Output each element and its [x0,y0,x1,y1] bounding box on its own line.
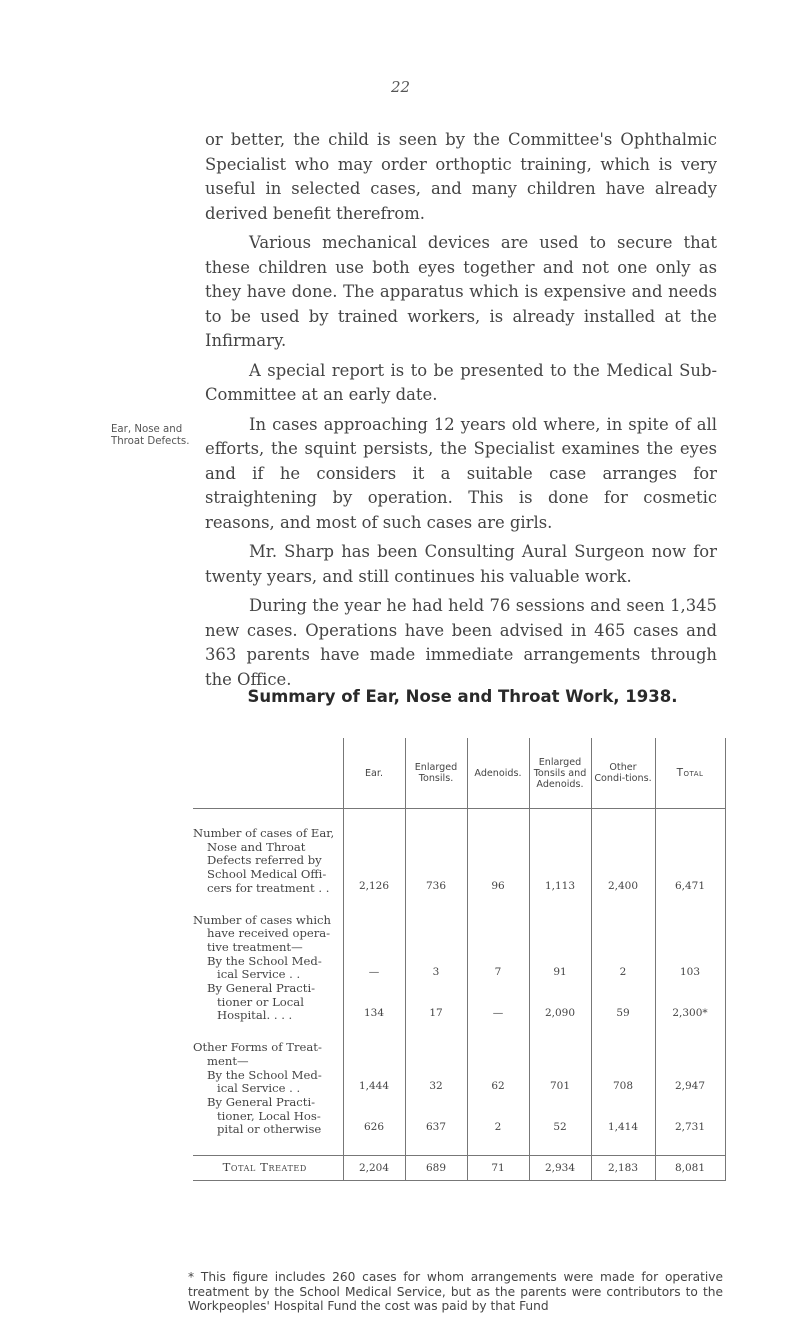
row-label: Number of cases of Ear, Nose and Throat Defects referred by School Medical Offi-cers for treatment . . [193,827,343,896]
table-cell: 2,090 [529,982,591,1023]
table-cell: — [467,982,529,1023]
table-cell: 3 [405,914,467,983]
margin-note: Ear, Nose and Throat Defects. [111,424,190,447]
total-label: Total Treated [193,1156,343,1181]
header-blank [193,738,343,809]
paragraph-6: During the year he had held 76 sessions and seen 1,345 new cases. Operations have been advised in 465 cases and 363 parents have made immediate arrangements through the Office. [205,596,717,689]
table-row [193,1041,725,1096]
table-cell: 1,444 [343,1041,405,1096]
table-cell: 2,731 [655,1096,725,1137]
header-ear: Ear. [343,738,405,809]
table-cell: 59 [591,982,655,1023]
paragraph-4: In cases approaching 12 years old where, in spite of all efforts, the squint persists, the Specialist examines the eyes and if he considers it a suitable case arranges for straightening by operation. This is done for cosmetic reasons, and most of such cases are girls. [205,414,717,532]
table-cell: 6,471 [655,827,725,896]
header-tonsils-adenoids: Enlarged Tonsils and Adenoids. [529,738,591,809]
table-cell: 2,934 [529,1156,591,1181]
table-cell: 71 [467,1156,529,1181]
paragraph-1: or better, the child is seen by the Committee's Ophthalmic Specialist who may order orthoptic training, which is very useful in selected cases, and many children have already derived benefit therefrom. [205,130,717,223]
table-cell: 736 [405,827,467,896]
table-cell: 689 [405,1156,467,1181]
table-cell: 91 [529,914,591,983]
table-cell: 1,113 [529,827,591,896]
row-label: Number of cases which have received opera-tive treatment— By the School Med-ical Service . . [193,914,343,983]
table-cell: 7 [467,914,529,983]
table-cell: 8,081 [655,1156,725,1181]
table-cell: 103 [655,914,725,983]
table-header-row [193,738,725,809]
footnote: * This figure includes 260 cases for whom arrangements were made for operative treatment by the School Medical Service, but as the parents were contributors to the Workpeoples' Hospital Fund the cost was paid by that Fund [188,1270,723,1313]
table-cell: 2,183 [591,1156,655,1181]
table-cell: 2,400 [591,827,655,896]
paragraph-2: Various mechanical devices are used to secure that these children use both eyes together and not one only as they have done. The apparatus which is expensive and needs to be used by trained workers, is already installed at the Infirmary. [205,233,717,350]
table-cell: 17 [405,982,467,1023]
table-row [193,914,725,983]
summary-title: Summary of Ear, Nose and Throat Work, 1938. [247,687,678,706]
table-cell: 1,414 [591,1096,655,1137]
table-row [193,827,725,896]
header-other-conditions: Other Condi-tions. [591,738,655,809]
paragraph-3: A special report is to be presented to the Medical Sub-Committee at an early date. [205,360,717,404]
table-cell: 134 [343,982,405,1023]
table-cell: 626 [343,1096,405,1137]
table-cell: 708 [591,1041,655,1096]
table-cell: 2 [467,1096,529,1137]
total-row [193,1156,725,1181]
header-total: Total [655,738,725,809]
row-label: By General Practi-tioner, Local Hos-pital or otherwise [193,1096,343,1137]
group-heading: Other Forms of Treat-ment— [193,1040,322,1068]
table-cell: 52 [529,1096,591,1137]
table-row [193,982,725,1023]
table-cell: 2 [591,914,655,983]
table-cell: — [343,914,405,983]
group-heading: Number of cases which have received opera-tive treatment— [193,912,331,954]
row-label: Other Forms of Treat-ment— By the School Med-ical Service . . [193,1041,343,1096]
table-cell: 62 [467,1041,529,1096]
header-adenoids: Adenoids. [467,738,529,809]
table-cell: 2,204 [343,1156,405,1181]
page-number: 22 [390,78,411,96]
table-cell: 2,300* [655,982,725,1023]
table-cell: 32 [405,1041,467,1096]
table-cell: 2,947 [655,1041,725,1096]
summary-table [193,738,726,1181]
row-label: By General Practi-tioner or Local Hospital. . . . [193,982,343,1023]
header-enlarged-tonsils: Enlarged Tonsils. [405,738,467,809]
table-cell: 2,126 [343,827,405,896]
body-text [205,128,717,697]
table-cell: 701 [529,1041,591,1096]
table-cell: 96 [467,827,529,896]
table-cell: 637 [405,1096,467,1137]
table-row [193,1096,725,1137]
paragraph-5: Mr. Sharp has been Consulting Aural Surgeon now for twenty years, and still continues his valuable work. [205,542,717,586]
